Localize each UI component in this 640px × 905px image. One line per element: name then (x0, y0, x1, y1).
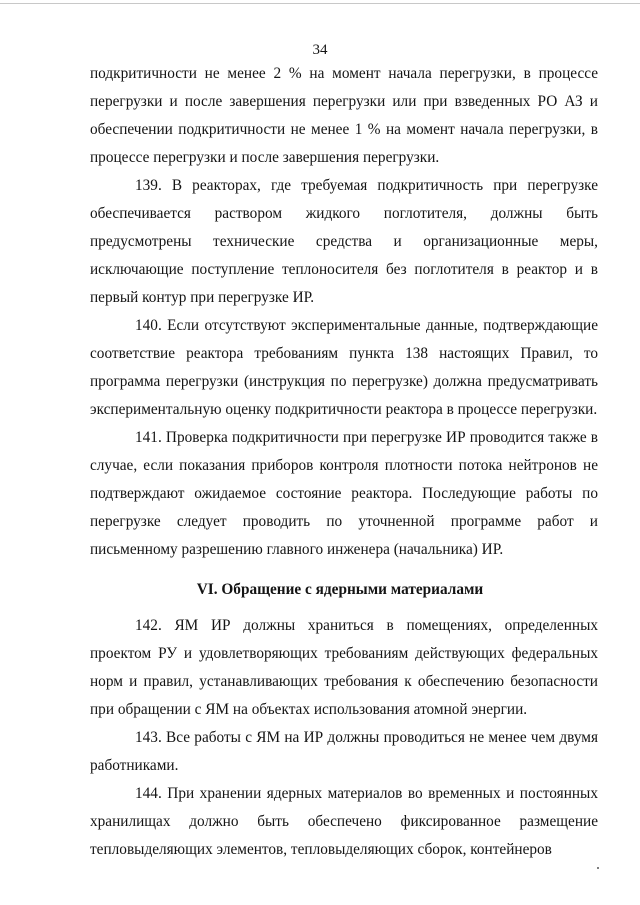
page-number: 34 (312, 42, 328, 58)
section-heading: VI. Обращение с ядерными материалами (196, 581, 484, 598)
body-text-bottom (90, 612, 598, 864)
scan-speck (597, 867, 599, 869)
scan-edge-line (0, 3, 640, 4)
paragraph-143: 143. Все работы с ЯМ на ИР должны проводиться не менее чем двумя работниками. (90, 729, 598, 774)
paragraph-139: 139. В реакторах, где требуемая подкритичность при перегрузке обеспечивается раствором жидкого поглотителя, должны быть предусмотрены технические средства и организационные меры, исключающие поступление теплоносителя без поглотителя в реактор и в первый контур при перегрузке ИР. (90, 177, 598, 306)
paragraph-continuation: подкритичности не менее 2 % на момент начала перегрузки, в процессе перегрузки и после завершения перегрузки или при взведенных РО АЗ и обеспечении подкритичности не менее 1 % на момент начала перегрузки, в процессе перегрузки и после завершения перегрузки. (90, 65, 598, 166)
paragraph-144: 144. При хранении ядерных материалов во временных и постоянных хранилищах должно быть обеспечено фиксированное размещение тепловыделяющих элементов, тепловыделяющих сборок, контейнеров (90, 785, 598, 858)
body-text-top (90, 60, 598, 564)
paragraph-142: 142. ЯМ ИР должны храниться в помещениях, определенных проектом РУ и удовлетворяющих требованиям действующих федеральных норм и правил, устанавливающих требования к обеспечению безопасности при обращении с ЯМ на объектах использования атомной энергии. (90, 617, 598, 718)
paragraph-140: 140. Если отсутствуют экспериментальные данные, подтверждающие соответствие реактора требованиям пункта 138 настоящих Правил, то программа перегрузки (инструкция по перегрузке) должна предусматривать экспериментальную оценку подкритичности реактора в процессе перегрузки. (90, 317, 598, 418)
paragraph-141: 141. Проверка подкритичности при перегрузке ИР проводится также в случае, если показания приборов контроля плотности потока нейтронов не подтверждают ожидаемое состояние реактора. Последующие работы по перегрузке следует проводить по уточненной программе работ и письменному разрешению главного инженера (начальника) ИР. (90, 429, 598, 558)
